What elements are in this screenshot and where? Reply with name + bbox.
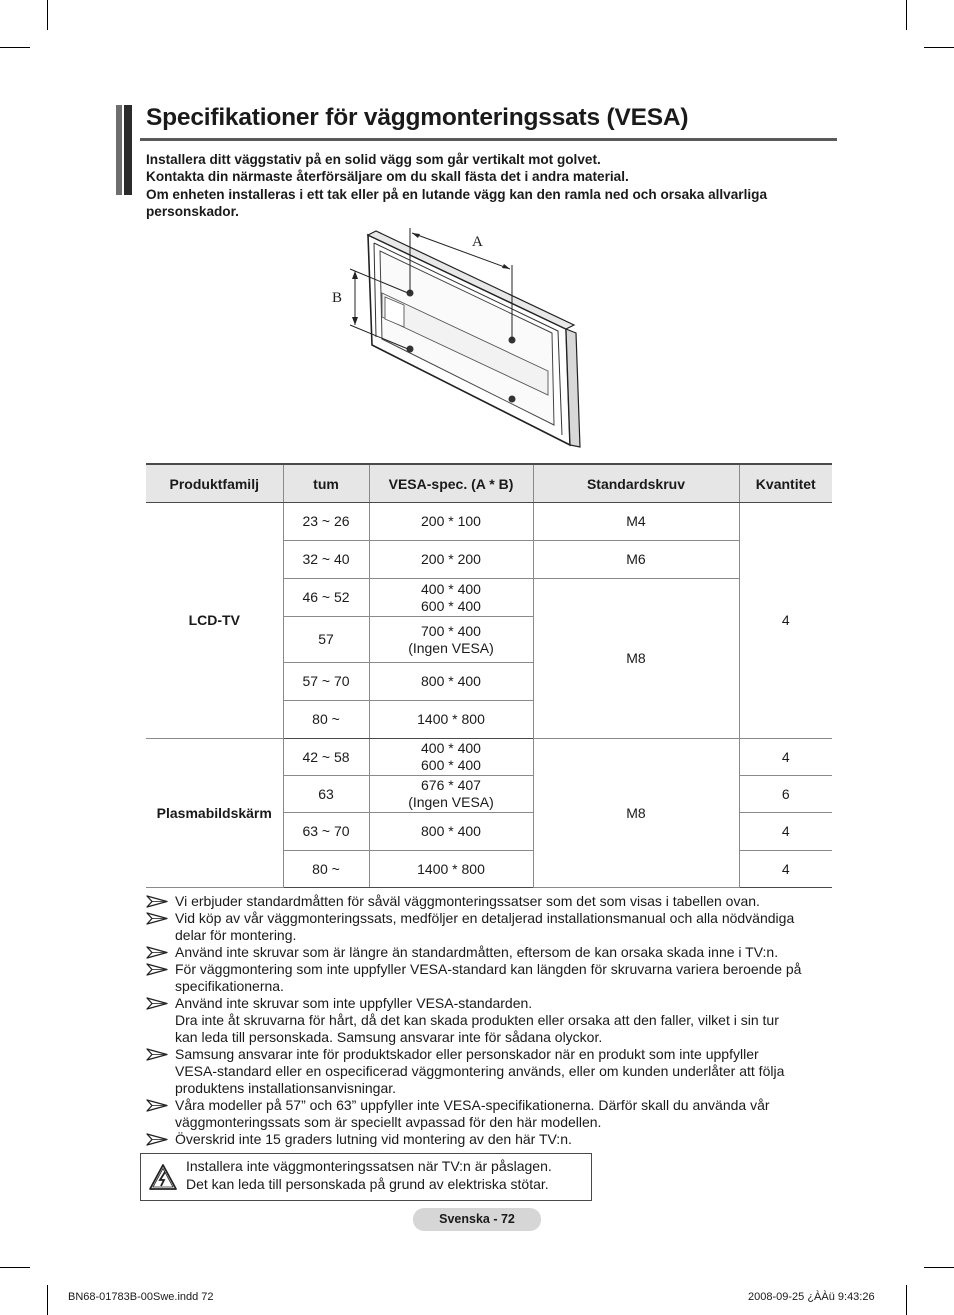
title-rule [140,138,837,141]
note-item [146,893,846,910]
vesa-line: 700 * 400 [421,622,481,639]
vesa-line: (Ingen VESA) [408,794,494,810]
header-standard-screw: Standardskruv [533,464,739,503]
vesa-spec-table [146,463,832,888]
note-line: Samsung ansvarar inte för produktskador eller personskador när en produkt som inte uppfyller [175,1046,759,1062]
intro-line: Installera ditt väggstativ på en solid vägg som går vertikalt mot golvet. [146,152,601,167]
cell-size: 42 ~ 58 [283,739,369,776]
caution-box [140,1153,592,1201]
arrow-bullet-icon [146,997,168,1010]
note-line: För väggmontering som inte uppfyller VESA-standard kan längden för skruvarna variera beroende på [175,961,802,977]
header-inches: tum [283,464,369,503]
table-header-row [146,464,832,503]
intro-line: personskador. [146,203,239,219]
cell-screw: M8 [533,739,739,888]
cell-size: 32 ~ 40 [283,541,369,579]
crop-mark [0,1267,30,1268]
vesa-line: 600 * 400 [421,597,481,614]
note-line: Vid köp av vår väggmonteringssats, medföljer en detaljerad installationsmanual och alla nödvändiga [175,910,795,926]
cell-vesa: 800 * 400 [369,813,533,851]
note-item [146,1046,846,1097]
intro-line: Om enheten installeras i ett tak eller på en lutande vägg kan den ramla ned och orsaka allvarliga [146,186,768,202]
note-line: Vi erbjuder standardmåtten för såväl väggmonteringssatser som det som visas i tabellen ovan. [175,893,760,909]
arrow-bullet-icon [146,963,168,976]
cell-quantity: 4 [739,851,832,888]
notes-list [146,893,846,1148]
crop-mark [0,47,30,48]
cell-size: 57 [283,617,369,663]
screw-hole [509,396,516,403]
note-item [146,944,846,961]
note-line: kan leda till personskada. Samsung ansvarar inte för sådana olyckor. [175,1029,603,1045]
cell-screw: M8 [533,579,739,739]
note-item [146,1097,846,1131]
note-item [146,1131,846,1148]
cell-vesa [369,776,533,813]
crop-mark [924,47,954,48]
note-line: specifikationerna. [175,978,284,994]
note-line: Överskrid inte 15 graders lutning vid montering av den här TV:n. [175,1131,572,1147]
crop-mark [924,1267,954,1268]
dimension-label-a: A [472,234,483,250]
cell-vesa [369,739,533,776]
print-slug-left: BN68-01783B-00Swe.indd 72 [68,1291,214,1303]
intro-warning [146,151,836,220]
caution-line: Det kan leda till personskada på grund av elektriska stötar. [186,1175,549,1192]
vesa-line: 600 * 400 [421,757,481,773]
header-product-family: Produktfamilj [146,464,283,503]
dimension-label-b: B [332,290,343,306]
note-line: produktens installationsanvisningar. [175,1080,397,1096]
note-line: Dra inte åt skruvarna för hårt, då det kan skada produkten eller orsaka att den faller, vilket i sin tur [175,1012,779,1028]
note-line: väggmonteringssats som är speciellt avpassad för den här modellen. [175,1114,602,1130]
header-vesa-spec: VESA-spec. (A * B) [369,464,533,503]
arrow-bullet-icon [146,895,168,908]
vesa-line: 400 * 400 [421,740,481,756]
title-accent-bars [116,105,132,195]
cell-vesa: 200 * 200 [369,541,533,579]
arrow-bullet-icon [146,1048,168,1061]
note-line: Använd inte skruvar som inte uppfyller VESA-standarden. [175,995,533,1011]
cell-size: 80 ~ [283,701,369,739]
cell-quantity: 4 [739,813,832,851]
cell-size: 23 ~ 26 [283,503,369,541]
cell-family-plasma: Plasmabildskärm [146,739,283,888]
cell-vesa [369,579,533,617]
page-title: Specifikationer för väggmonteringssats (VESA) [146,104,689,131]
warning-triangle-icon [148,1163,178,1191]
crop-mark [906,1285,907,1315]
crop-mark [47,1285,48,1315]
table-row [146,503,832,541]
intro-line: Kontakta din närmaste återförsäljare om du skall fästa det i andra material. [146,169,629,185]
arrow-bullet-icon [146,1133,168,1146]
cell-screw: M6 [533,541,739,579]
cell-screw: M4 [533,503,739,541]
cell-quantity: 4 [739,503,832,739]
tv-back-diagram [330,225,590,455]
cell-vesa: 1400 * 800 [369,701,533,739]
cell-size: 63 ~ 70 [283,813,369,851]
vesa-line: 400 * 400 [421,580,481,597]
cell-family-lcd: LCD-TV [146,503,283,739]
cell-vesa: 1400 * 800 [369,851,533,888]
note-line: delar för montering. [175,927,297,943]
cell-size: 57 ~ 70 [283,663,369,701]
crop-mark [906,0,907,30]
arrow-bullet-icon [146,1099,168,1112]
cell-size: 63 [283,776,369,813]
vesa-line: 676 * 407 [421,777,481,793]
cell-vesa [369,617,533,663]
cell-quantity: 6 [739,776,832,813]
cell-size: 80 ~ [283,851,369,888]
note-item [146,995,846,1046]
note-item [146,961,846,995]
crop-mark [47,0,48,30]
cell-quantity: 4 [739,739,832,776]
arrow-bullet-icon [146,946,168,959]
caution-line: Installera inte väggmonteringssatsen när TV:n är påslagen. [186,1158,552,1174]
cell-size: 46 ~ 52 [283,579,369,617]
arrow-bullet-icon [146,912,168,925]
page-number-badge: Svenska - 72 [413,1208,541,1231]
vesa-line: (Ingen VESA) [408,639,494,656]
print-slug-right: 2008-09-25 ¿ÀÀü 9:43:26 [748,1291,875,1303]
header-quantity: Kvantitet [739,464,832,503]
cell-vesa: 800 * 400 [369,663,533,701]
note-item [146,910,846,944]
note-line: Använd inte skruvar som är längre än standardmåtten, eftersom de kan orsaka skada inne i TV:n. [175,944,779,960]
note-line: Våra modeller på 57” och 63” uppfyller inte VESA-specifikationerna. Därför skall du använda vår [175,1097,770,1113]
cell-vesa: 200 * 100 [369,503,533,541]
note-line: VESA-standard eller en ospecificerad väggmontering används, eller om kunden underlåter att följa [175,1063,785,1079]
table-row [146,739,832,776]
